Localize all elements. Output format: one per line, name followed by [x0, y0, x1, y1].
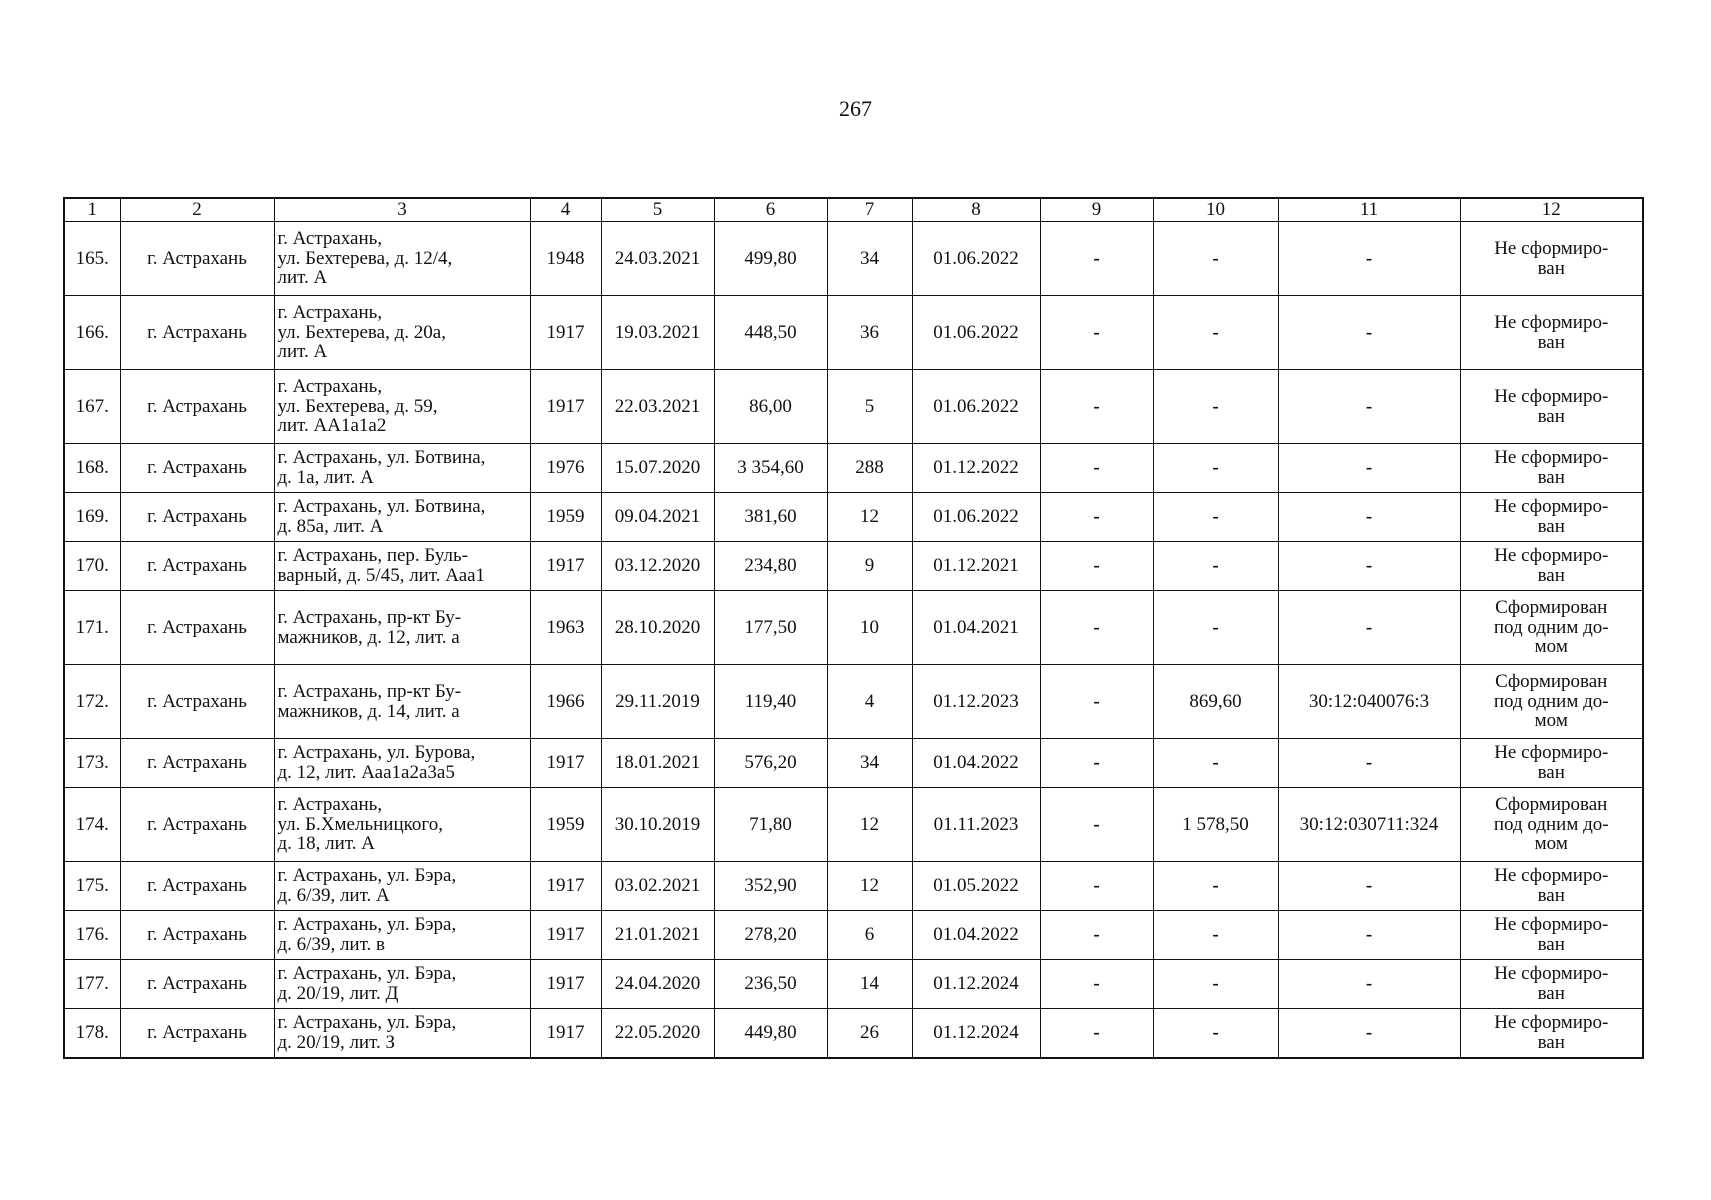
residents-cell: 9 — [827, 542, 912, 591]
cadastral-number-cell: 30:12:040076:3 — [1278, 665, 1460, 739]
build-year-cell: 1976 — [530, 444, 601, 493]
city-cell: г. Астрахань — [120, 296, 274, 370]
residents-cell: 34 — [827, 739, 912, 788]
land-status-cell: Не сформиро- ван — [1460, 370, 1643, 444]
area-cell: 449,80 — [714, 1009, 827, 1059]
address-cell: г. Астрахань, ул. Бехтерева, д. 59, лит. АА1а1а2 — [274, 370, 530, 444]
table-row — [64, 493, 1643, 542]
land-area-cell: - — [1153, 542, 1278, 591]
cadastral-number-cell: - — [1278, 960, 1460, 1009]
inspection-date-cell: 22.05.2020 — [601, 1009, 714, 1059]
land-area-cell: 869,60 — [1153, 665, 1278, 739]
residents-cell: 12 — [827, 788, 912, 862]
inspection-date-cell: 03.12.2020 — [601, 542, 714, 591]
inspection-date-cell: 24.03.2021 — [601, 222, 714, 296]
row-number-cell: 167. — [64, 370, 120, 444]
column-9-cell: - — [1040, 739, 1153, 788]
land-status-cell: Сформирован под одним до- мом — [1460, 591, 1643, 665]
land-status-cell: Не сформиро- ван — [1460, 911, 1643, 960]
column-header-3: 3 — [274, 198, 530, 222]
area-cell: 448,50 — [714, 296, 827, 370]
inspection-date-cell: 19.03.2021 — [601, 296, 714, 370]
column-9-cell: - — [1040, 493, 1153, 542]
area-cell: 278,20 — [714, 911, 827, 960]
land-status-cell: Не сформиро- ван — [1460, 296, 1643, 370]
cadastral-number-cell: - — [1278, 542, 1460, 591]
page-number: 267 — [839, 96, 872, 121]
land-area-cell: - — [1153, 296, 1278, 370]
address-cell: г. Астрахань, ул. Бэра, д. 20/19, лит. З — [274, 1009, 530, 1059]
land-area-cell: - — [1153, 591, 1278, 665]
table-row — [64, 370, 1643, 444]
area-cell: 86,00 — [714, 370, 827, 444]
city-cell: г. Астрахань — [120, 862, 274, 911]
table-row — [64, 665, 1643, 739]
build-year-cell: 1917 — [530, 542, 601, 591]
city-cell: г. Астрахань — [120, 739, 274, 788]
table-body — [64, 222, 1643, 1059]
column-9-cell: - — [1040, 911, 1153, 960]
land-area-cell: - — [1153, 222, 1278, 296]
address-cell: г. Астрахань, пер. Буль- варный, д. 5/45, лит. Ааа1 — [274, 542, 530, 591]
area-cell: 71,80 — [714, 788, 827, 862]
column-header-6: 6 — [714, 198, 827, 222]
build-year-cell: 1917 — [530, 1009, 601, 1059]
cadastral-number-cell: - — [1278, 370, 1460, 444]
row-number-cell: 165. — [64, 222, 120, 296]
deadline-cell: 01.05.2022 — [912, 862, 1040, 911]
build-year-cell: 1959 — [530, 493, 601, 542]
row-number-cell: 177. — [64, 960, 120, 1009]
area-cell: 352,90 — [714, 862, 827, 911]
column-9-cell: - — [1040, 542, 1153, 591]
inspection-date-cell: 30.10.2019 — [601, 788, 714, 862]
column-9-cell: - — [1040, 591, 1153, 665]
deadline-cell: 01.04.2021 — [912, 591, 1040, 665]
table-row — [64, 542, 1643, 591]
address-cell: г. Астрахань, ул. Бехтерева, д. 20а, лит. А — [274, 296, 530, 370]
land-area-cell: 1 578,50 — [1153, 788, 1278, 862]
land-area-cell: - — [1153, 444, 1278, 493]
city-cell: г. Астрахань — [120, 444, 274, 493]
area-cell: 499,80 — [714, 222, 827, 296]
land-area-cell: - — [1153, 493, 1278, 542]
residents-cell: 10 — [827, 591, 912, 665]
address-cell: г. Астрахань, ул. Бэра, д. 6/39, лит. А — [274, 862, 530, 911]
land-area-cell: - — [1153, 739, 1278, 788]
deadline-cell: 01.12.2024 — [912, 960, 1040, 1009]
column-header-5: 5 — [601, 198, 714, 222]
residents-cell: 12 — [827, 862, 912, 911]
column-header-7: 7 — [827, 198, 912, 222]
residents-cell: 34 — [827, 222, 912, 296]
address-cell: г. Астрахань, ул. Б.Хмельницкого, д. 18, лит. А — [274, 788, 530, 862]
deadline-cell: 01.04.2022 — [912, 739, 1040, 788]
area-cell: 236,50 — [714, 960, 827, 1009]
address-cell: г. Астрахань, ул. Бэра, д. 20/19, лит. Д — [274, 960, 530, 1009]
area-cell: 381,60 — [714, 493, 827, 542]
cadastral-number-cell: - — [1278, 444, 1460, 493]
inspection-date-cell: 22.03.2021 — [601, 370, 714, 444]
address-cell: г. Астрахань, ул. Бурова, д. 12, лит. Ааа1а2а3а5 — [274, 739, 530, 788]
row-number-cell: 166. — [64, 296, 120, 370]
column-header-11: 11 — [1278, 198, 1460, 222]
deadline-cell: 01.12.2022 — [912, 444, 1040, 493]
cadastral-number-cell: - — [1278, 862, 1460, 911]
cadastral-number-cell: 30:12:030711:324 — [1278, 788, 1460, 862]
city-cell: г. Астрахань — [120, 960, 274, 1009]
table-row — [64, 296, 1643, 370]
inspection-date-cell: 15.07.2020 — [601, 444, 714, 493]
city-cell: г. Астрахань — [120, 665, 274, 739]
row-number-cell: 178. — [64, 1009, 120, 1059]
cadastral-number-cell: - — [1278, 296, 1460, 370]
cadastral-number-cell: - — [1278, 911, 1460, 960]
table-row — [64, 444, 1643, 493]
row-number-cell: 168. — [64, 444, 120, 493]
column-9-cell: - — [1040, 222, 1153, 296]
residents-cell: 12 — [827, 493, 912, 542]
land-status-cell: Не сформиро- ван — [1460, 222, 1643, 296]
residents-cell: 26 — [827, 1009, 912, 1059]
inspection-date-cell: 24.04.2020 — [601, 960, 714, 1009]
land-status-cell: Сформирован под одним до- мом — [1460, 665, 1643, 739]
column-header-10: 10 — [1153, 198, 1278, 222]
deadline-cell: 01.12.2024 — [912, 1009, 1040, 1059]
build-year-cell: 1959 — [530, 788, 601, 862]
city-cell: г. Астрахань — [120, 1009, 274, 1059]
land-status-cell: Не сформиро- ван — [1460, 739, 1643, 788]
deadline-cell: 01.04.2022 — [912, 911, 1040, 960]
build-year-cell: 1917 — [530, 911, 601, 960]
column-9-cell: - — [1040, 665, 1153, 739]
table-row — [64, 739, 1643, 788]
city-cell: г. Астрахань — [120, 542, 274, 591]
address-cell: г. Астрахань, ул. Ботвина, д. 85а, лит. А — [274, 493, 530, 542]
city-cell: г. Астрахань — [120, 493, 274, 542]
land-status-cell: Не сформиро- ван — [1460, 862, 1643, 911]
build-year-cell: 1917 — [530, 960, 601, 1009]
row-number-cell: 169. — [64, 493, 120, 542]
table-row — [64, 222, 1643, 296]
inspection-date-cell: 29.11.2019 — [601, 665, 714, 739]
cadastral-number-cell: - — [1278, 493, 1460, 542]
build-year-cell: 1966 — [530, 665, 601, 739]
build-year-cell: 1917 — [530, 370, 601, 444]
land-status-cell: Не сформиро- ван — [1460, 542, 1643, 591]
build-year-cell: 1948 — [530, 222, 601, 296]
inspection-date-cell: 18.01.2021 — [601, 739, 714, 788]
column-header-8: 8 — [912, 198, 1040, 222]
column-header-12: 12 — [1460, 198, 1643, 222]
column-9-cell: - — [1040, 444, 1153, 493]
column-9-cell: - — [1040, 862, 1153, 911]
residents-cell: 288 — [827, 444, 912, 493]
land-area-cell: - — [1153, 911, 1278, 960]
land-area-cell: - — [1153, 370, 1278, 444]
column-header-4: 4 — [530, 198, 601, 222]
address-cell: г. Астрахань, ул. Бэра, д. 6/39, лит. в — [274, 911, 530, 960]
column-header-9: 9 — [1040, 198, 1153, 222]
city-cell: г. Астрахань — [120, 370, 274, 444]
inspection-date-cell: 21.01.2021 — [601, 911, 714, 960]
deadline-cell: 01.12.2023 — [912, 665, 1040, 739]
land-status-cell: Сформирован под одним до- мом — [1460, 788, 1643, 862]
area-cell: 234,80 — [714, 542, 827, 591]
deadline-cell: 01.06.2022 — [912, 296, 1040, 370]
build-year-cell: 1917 — [530, 739, 601, 788]
residents-cell: 5 — [827, 370, 912, 444]
row-number-cell: 171. — [64, 591, 120, 665]
deadline-cell: 01.06.2022 — [912, 493, 1040, 542]
land-status-cell: Не сформиро- ван — [1460, 1009, 1643, 1059]
column-9-cell: - — [1040, 1009, 1153, 1059]
inspection-date-cell: 28.10.2020 — [601, 591, 714, 665]
land-area-cell: - — [1153, 1009, 1278, 1059]
address-cell: г. Астрахань, пр-кт Бу- мажников, д. 14, лит. а — [274, 665, 530, 739]
column-9-cell: - — [1040, 960, 1153, 1009]
column-number-row — [64, 198, 1643, 222]
residents-cell: 4 — [827, 665, 912, 739]
land-status-cell: Не сформиро- ван — [1460, 444, 1643, 493]
cadastral-number-cell: - — [1278, 222, 1460, 296]
table-row — [64, 862, 1643, 911]
column-9-cell: - — [1040, 296, 1153, 370]
land-status-cell: Не сформиро- ван — [1460, 960, 1643, 1009]
address-cell: г. Астрахань, ул. Бехтерева, д. 12/4, лит. А — [274, 222, 530, 296]
address-cell: г. Астрахань, пр-кт Бу- мажников, д. 12, лит. а — [274, 591, 530, 665]
column-header-2: 2 — [120, 198, 274, 222]
city-cell: г. Астрахань — [120, 591, 274, 665]
cadastral-number-cell: - — [1278, 591, 1460, 665]
build-year-cell: 1963 — [530, 591, 601, 665]
table-row — [64, 960, 1643, 1009]
inspection-date-cell: 09.04.2021 — [601, 493, 714, 542]
residents-cell: 36 — [827, 296, 912, 370]
table-row — [64, 591, 1643, 665]
residents-cell: 14 — [827, 960, 912, 1009]
column-9-cell: - — [1040, 788, 1153, 862]
deadline-cell: 01.06.2022 — [912, 370, 1040, 444]
row-number-cell: 172. — [64, 665, 120, 739]
residents-cell: 6 — [827, 911, 912, 960]
row-number-cell: 175. — [64, 862, 120, 911]
city-cell: г. Астрахань — [120, 788, 274, 862]
city-cell: г. Астрахань — [120, 911, 274, 960]
deadline-cell: 01.06.2022 — [912, 222, 1040, 296]
row-number-cell: 174. — [64, 788, 120, 862]
city-cell: г. Астрахань — [120, 222, 274, 296]
build-year-cell: 1917 — [530, 296, 601, 370]
land-area-cell: - — [1153, 960, 1278, 1009]
land-status-cell: Не сформиро- ван — [1460, 493, 1643, 542]
area-cell: 576,20 — [714, 739, 827, 788]
table-row — [64, 1009, 1643, 1059]
deadline-cell: 01.12.2021 — [912, 542, 1040, 591]
build-year-cell: 1917 — [530, 862, 601, 911]
row-number-cell: 173. — [64, 739, 120, 788]
row-number-cell: 170. — [64, 542, 120, 591]
column-header-1: 1 — [64, 198, 120, 222]
table-row — [64, 788, 1643, 862]
area-cell: 177,50 — [714, 591, 827, 665]
housing-registry-table — [63, 197, 1644, 1059]
address-cell: г. Астрахань, ул. Ботвина, д. 1а, лит. А — [274, 444, 530, 493]
cadastral-number-cell: - — [1278, 739, 1460, 788]
cadastral-number-cell: - — [1278, 1009, 1460, 1059]
area-cell: 3 354,60 — [714, 444, 827, 493]
area-cell: 119,40 — [714, 665, 827, 739]
table-row — [64, 911, 1643, 960]
deadline-cell: 01.11.2023 — [912, 788, 1040, 862]
row-number-cell: 176. — [64, 911, 120, 960]
column-9-cell: - — [1040, 370, 1153, 444]
land-area-cell: - — [1153, 862, 1278, 911]
inspection-date-cell: 03.02.2021 — [601, 862, 714, 911]
